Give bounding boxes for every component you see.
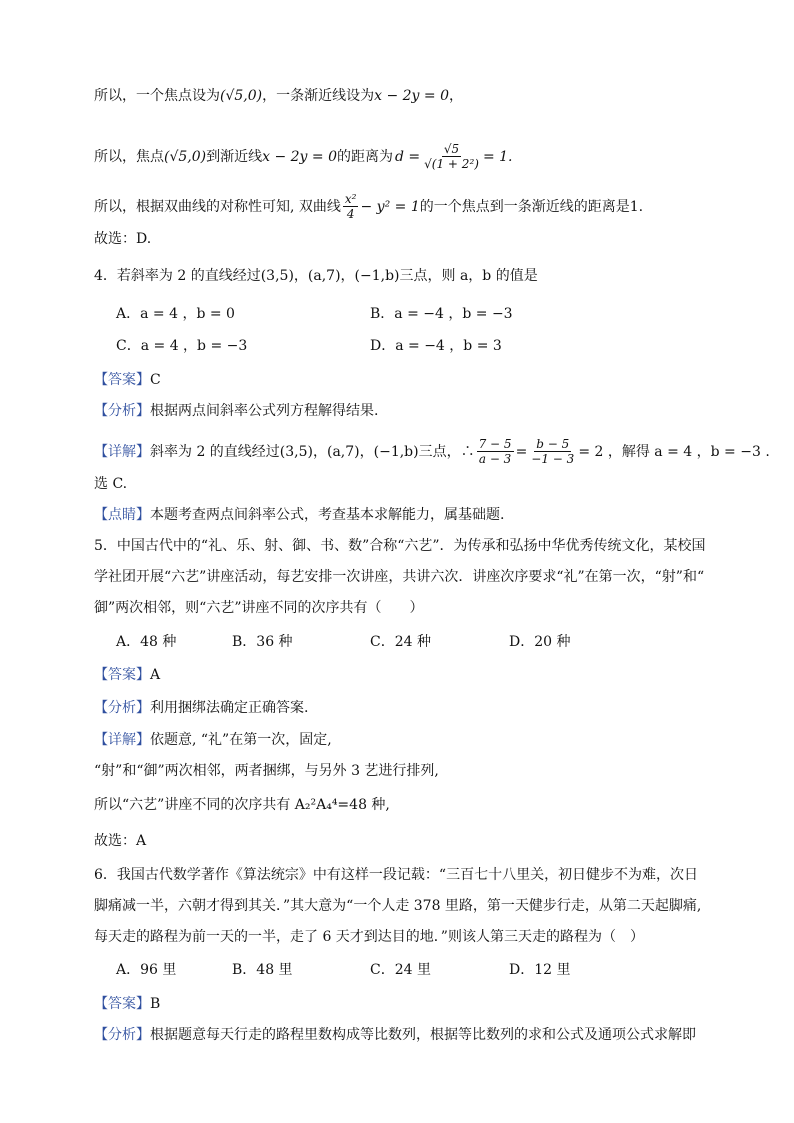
- text: 斜率为 2 的直线经过(3,5)，(a,7)，(−1,b)三点，∴: [150, 443, 475, 460]
- text: “射”和“御”两次相邻，两者捆绑，与另外 3 艺进行排列,: [94, 763, 439, 779]
- q4-detail: [94, 437, 770, 466]
- q4-select: [94, 474, 712, 494]
- text: 利用捆绑法确定正确答案.: [150, 700, 309, 716]
- analysis-tag: 【分析】: [94, 1027, 150, 1043]
- text: 每天走的路程为前一天的一半，走了 6 天才到达目的地．”则该人第三天走的路程为（ ）: [94, 929, 644, 945]
- fraction-denominator: √(1 + 2²): [424, 157, 479, 171]
- analysis-tag: 【分析】: [94, 700, 150, 716]
- question-5-line-3: [94, 598, 712, 618]
- question-6-line-3: [94, 927, 712, 947]
- math-d: d =: [395, 148, 421, 165]
- text: B: [150, 996, 161, 1012]
- math-equation: − y² = 1: [360, 198, 420, 215]
- math-result: = 1.: [482, 148, 513, 165]
- question-6-line-2: [94, 896, 712, 916]
- q5-detail-line-2: [94, 761, 712, 781]
- text: 故选：D.: [94, 231, 152, 247]
- question-5-line-1: [94, 536, 712, 556]
- text: 脚痛减一半，六朝才得到其关．”其大意为“一个人走 378 里路，第一天健步行走，从第二天起脚痛,: [94, 898, 702, 914]
- solution-choice: [94, 229, 712, 249]
- q6-option-d: D．12 里: [509, 962, 571, 978]
- text: 的一个焦点到一条渐近线的距离是1.: [419, 198, 644, 215]
- fraction-denominator: a − 3: [478, 452, 512, 466]
- q6-analysis: [94, 1025, 712, 1045]
- text: 到渐近线: [206, 148, 263, 165]
- text: A: [150, 667, 161, 683]
- q6-answer: [94, 994, 712, 1014]
- text: 选 C.: [94, 476, 128, 492]
- text: 6．我国古代数学著作《算法统宗》中有这样一段记载：“三百七十八里关，初日健步不为难，次日: [94, 867, 699, 883]
- question-5-line-2: [94, 567, 712, 587]
- math-point: (√5,0): [164, 148, 207, 165]
- text: 依题意, “礼”在第一次，固定,: [150, 732, 332, 748]
- text: C: [150, 372, 161, 388]
- q5-option-c: C．24 种: [370, 634, 431, 650]
- text: =: [515, 443, 528, 460]
- fraction-numerator: b − 5: [536, 437, 570, 451]
- question-6-line-1: [94, 865, 712, 885]
- fraction-numerator: 7 − 5: [478, 437, 512, 451]
- q4-answer: [94, 370, 712, 390]
- q5-option-d: D．20 种: [509, 634, 571, 650]
- q5-option-a: A．48 种: [116, 634, 177, 650]
- analysis-tag: 【分析】: [94, 403, 150, 419]
- tip-tag: 【点睛】: [94, 507, 150, 523]
- hyperbola-fraction: [343, 192, 359, 221]
- q4-tip: [94, 505, 712, 525]
- q5-answer: [94, 665, 712, 685]
- solution-line-symmetry: [94, 192, 712, 221]
- fraction-numerator: x²: [344, 192, 357, 206]
- text: ，一条渐近线设为: [262, 88, 375, 104]
- q5-detail-line-3: [94, 795, 712, 815]
- text: 根据题意每天行走的路程里数构成等比数列，根据等比数列的求和公式及通项公式求解即: [150, 1027, 696, 1043]
- text: 的距离为: [337, 148, 393, 165]
- text: ，: [449, 88, 463, 104]
- answer-tag: 【答案】: [94, 996, 150, 1012]
- math-equation: x − 2y = 0: [374, 88, 449, 104]
- text: 所以，一个焦点设为: [94, 88, 220, 104]
- q4-option-c: C．a = 4 ，b = −3: [116, 338, 248, 354]
- math-point: (√5,0): [220, 88, 263, 104]
- q5-select: [94, 831, 712, 851]
- text: 学社团开展“六艺”讲座活动，每艺安排一次讲座，共讲六次．讲座次序要求“礼”在第一次，“射”和“: [94, 569, 705, 585]
- q4-option-a: A．a = 4 ，b = 0: [116, 306, 235, 322]
- q4-option-b: B．a = −4 ，b = −3: [370, 306, 513, 322]
- q6-option-a: A．96 里: [116, 962, 177, 978]
- slope-fraction-2: [529, 437, 576, 466]
- detail-tag: 【详解】: [94, 443, 150, 460]
- text: 所以“六艺”讲座不同的次序共有 A₂²A₄⁴=48 种,: [94, 797, 390, 813]
- answer-tag: 【答案】: [94, 667, 150, 683]
- slope-fraction-1: [477, 437, 514, 466]
- text: 故选：A: [94, 833, 147, 849]
- q6-option-c: C．24 里: [370, 962, 431, 978]
- text: 5．中国古代中的“礼、乐、射、御、书、数”合称“六艺”．为传承和弘扬中华优秀传统文化，某校国: [94, 538, 706, 554]
- text: 本题考查两点间斜率公式，考查基本求解能力，属基础题.: [150, 507, 505, 523]
- solution-line-distance: [94, 142, 712, 171]
- fraction-numerator: √5: [443, 142, 460, 156]
- text: 所以，焦点: [94, 148, 164, 165]
- answer-tag: 【答案】: [94, 372, 150, 388]
- q5-option-b: B．36 种: [232, 634, 293, 650]
- math-equation: x − 2y = 0: [262, 148, 337, 165]
- q5-detail: [94, 730, 712, 750]
- text: 所以，根据双曲线的对称性可知, 双曲线: [94, 198, 341, 215]
- fraction-denominator: 4: [346, 207, 355, 221]
- text: 根据两点间斜率公式列方程解得结果.: [150, 403, 379, 419]
- text: = 2 ，解得 a = 4 ，b = −3 .: [578, 443, 770, 460]
- distance-fraction: [422, 142, 481, 171]
- q4-analysis: [94, 401, 712, 421]
- q5-analysis: [94, 698, 712, 718]
- detail-tag: 【详解】: [94, 732, 150, 748]
- question-4-stem: [94, 266, 712, 286]
- q6-option-b: B．48 里: [232, 962, 293, 978]
- q4-option-d: D．a = −4 ，b = 3: [370, 338, 502, 354]
- solution-line-focus: [94, 86, 712, 106]
- fraction-denominator: −1 − 3: [531, 452, 575, 466]
- text: 御”两次相邻，则“六艺”讲座不同的次序共有（ ）: [94, 600, 424, 616]
- text: 4．若斜率为 2 的直线经过(3,5)，(a,7)，(−1,b)三点，则 a，b 的值是: [94, 268, 538, 284]
